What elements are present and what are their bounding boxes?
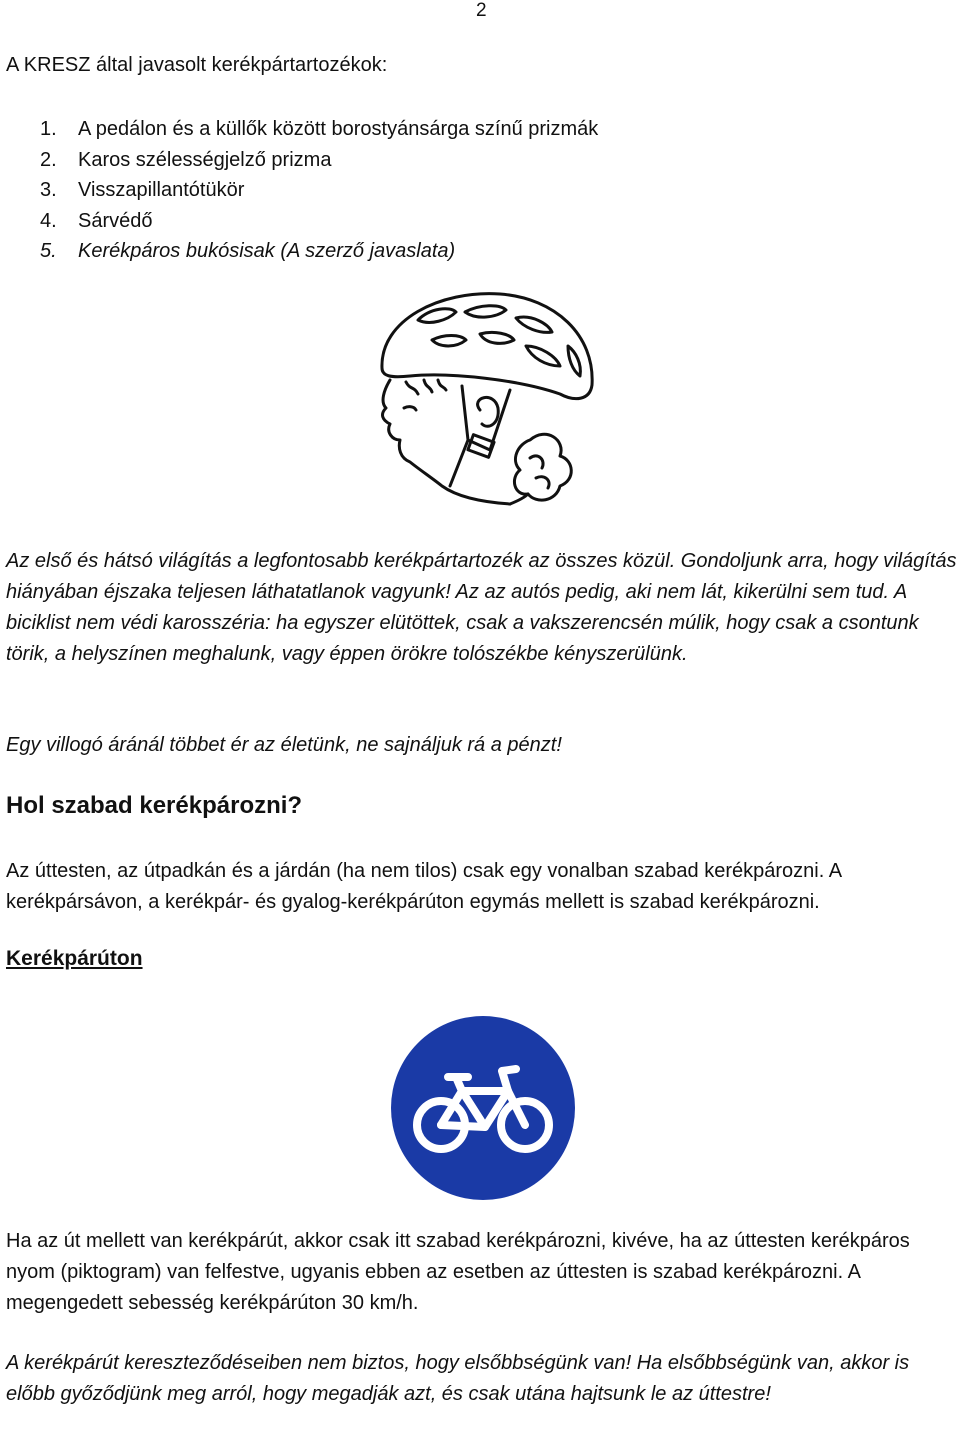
page-number: 2 — [476, 0, 487, 21]
list-item — [40, 206, 598, 237]
list-number: 5. — [40, 240, 57, 262]
list-number: 4. — [40, 209, 57, 232]
list-item — [40, 236, 598, 267]
list-item — [40, 114, 598, 145]
helmet-illustration — [370, 290, 600, 515]
list-label: Kerékpáros bukósisak (A szerző javaslata) — [78, 240, 456, 262]
lighting-paragraph: Az első és hátsó világítás a legfontosabb kerékpártartozék az összes közül. Gondoljunk arra, hogy világítás hiányában éjszaka teljesen láthatatlanok vagyunk! Az az autós pedig, aki nem lát, kikerülni sem tud. A biciklist nem védi karosszéria: ha egyszer elütöttek, csak a vakszerencsén múlik, hogy csak a csontunk törik, a helyszínen meghalunk, vagy éppen örökre tolószékbe kényszerülünk. — [6, 550, 957, 665]
list-number: 1. — [40, 118, 57, 140]
list-label: Visszapillantótükör — [78, 179, 245, 201]
list-label: A pedálon és a küllők között borostyánsárga színű prizmák — [78, 118, 599, 140]
accessories-heading: A KRESZ által javasolt kerékpártartozékok: — [6, 54, 388, 76]
where-heading: Hol szabad kerékpározni? — [6, 792, 303, 819]
list-number: 2. — [40, 148, 57, 171]
bikepath-paragraph: Ha az út mellett van kerékpárút, akkor csak itt szabad kerékpározni, kivéve, ha az úttesten kerékpáros nyom (piktogram) van felfestve, ugyanis ebben az esetben az úttesten is szabad kerékpározni. A megengedett sebesség kerékpárúton 30 km/h. — [6, 1230, 910, 1314]
where-paragraph: Az úttesten, az útpadkán és a járdán (ha nem tilos) csak egy vonalban szabad kerékpározni. A kerékpársávon, a kerékpár- és gyalog-kerékpárúton egymás mellett is szabad kerékpározni. — [6, 860, 841, 913]
bikepath-heading: Kerékpárúton — [6, 947, 143, 970]
list-item — [40, 175, 598, 206]
accessories-list — [40, 114, 598, 267]
money-sentence: Egy villogó áránál többet ér az életünk, ne sajnáljuk rá a pénzt! — [6, 734, 562, 756]
list-item — [40, 145, 598, 176]
crossing-paragraph: A kerékpárút kereszteződéseiben nem biztos, hogy elsőbbségünk van! Ha elsőbbségünk van, akkor is előbb győződjünk meg arról, hogy megadják azt, és csak utána hajtsunk le az úttestre! — [6, 1352, 910, 1405]
list-label: Karos szélességjelző prizma — [78, 148, 332, 171]
list-label: Sárvédő — [78, 209, 153, 232]
bicycle-path-sign — [390, 1015, 576, 1201]
list-number: 3. — [40, 179, 57, 201]
